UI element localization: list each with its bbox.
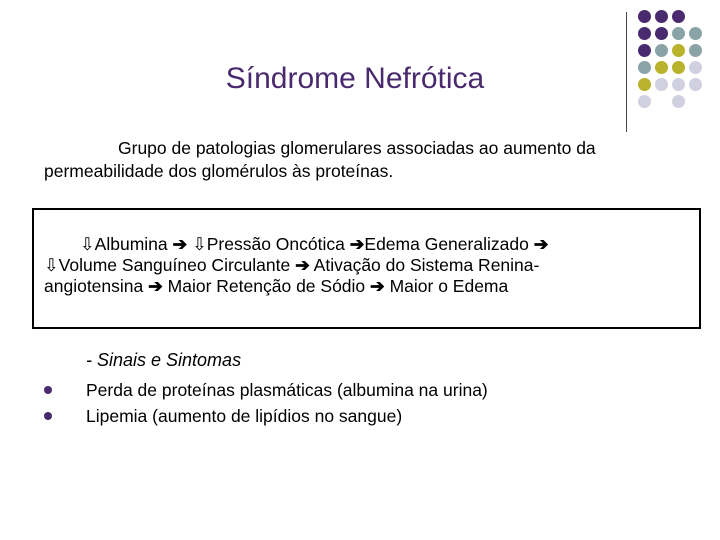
signs-list	[44, 377, 488, 429]
decorative-dot	[689, 44, 702, 57]
decorative-divider	[626, 12, 627, 132]
decorative-dot	[655, 44, 668, 57]
list-item	[44, 403, 488, 429]
decorative-dot	[672, 10, 685, 23]
decorative-dot	[655, 27, 668, 40]
cascade-albumina: Albumina	[94, 234, 168, 254]
decorative-dot	[672, 95, 685, 108]
slide-title: Síndrome Nefrótica	[225, 62, 485, 95]
decorative-dot	[638, 10, 651, 23]
down-arrow-icon: ⇩	[192, 234, 207, 254]
cascade-edema: Edema Generalizado	[364, 234, 529, 254]
cascade-maior-edema: Maior o Edema	[389, 276, 509, 296]
decorative-dot	[638, 95, 651, 108]
decorative-dot-grid	[638, 10, 718, 120]
right-arrow-icon: ➔	[148, 276, 163, 296]
decorative-dot	[672, 78, 685, 91]
intro-line-1: Grupo de patologias glomerulares associadas ao aumento da	[118, 138, 596, 158]
decorative-dot	[638, 27, 651, 40]
right-arrow-icon: ➔	[295, 255, 310, 275]
decorative-dot	[638, 44, 651, 57]
decorative-dot	[689, 78, 702, 91]
right-arrow-icon: ➔	[172, 234, 188, 254]
cascade-volume: Volume Sanguíneo Circulante	[58, 255, 291, 275]
right-arrow-icon: ➔	[533, 234, 549, 254]
signs-heading: - Sinais e Sintomas	[86, 350, 242, 370]
down-arrow-icon: ⇩	[44, 255, 59, 275]
decorative-dot	[638, 78, 651, 91]
cascade-text	[44, 234, 694, 297]
cascade-ativacao: Ativação do Sistema Renina-	[313, 255, 540, 275]
cascade-retencao: Maior Retenção de Sódio	[167, 276, 366, 296]
intro-paragraph	[44, 137, 704, 183]
decorative-dot	[672, 27, 685, 40]
decorative-dot	[672, 61, 685, 74]
decorative-dot	[672, 44, 685, 57]
list-item-text: Perda de proteínas plasmáticas (albumina na urina)	[86, 380, 488, 400]
cascade-angiotensina: angiotensina	[44, 276, 144, 296]
bullet-icon	[44, 412, 52, 420]
decorative-dot	[638, 61, 651, 74]
right-arrow-icon: ➔	[349, 234, 365, 254]
decorative-dot	[689, 27, 702, 40]
decorative-dot	[655, 78, 668, 91]
decorative-dot	[655, 10, 668, 23]
decorative-dot	[655, 61, 668, 74]
list-item-text: Lipemia (aumento de lipídios no sangue)	[86, 406, 403, 426]
list-item	[44, 377, 488, 403]
right-arrow-icon: ➔	[370, 276, 385, 296]
down-arrow-icon: ⇩	[80, 234, 95, 254]
decorative-dot	[689, 61, 702, 74]
bullet-icon	[44, 386, 52, 394]
cascade-pressao: Pressão Oncótica	[206, 234, 345, 254]
intro-line-2: permeabilidade dos glomérulos às proteínas.	[44, 161, 394, 181]
